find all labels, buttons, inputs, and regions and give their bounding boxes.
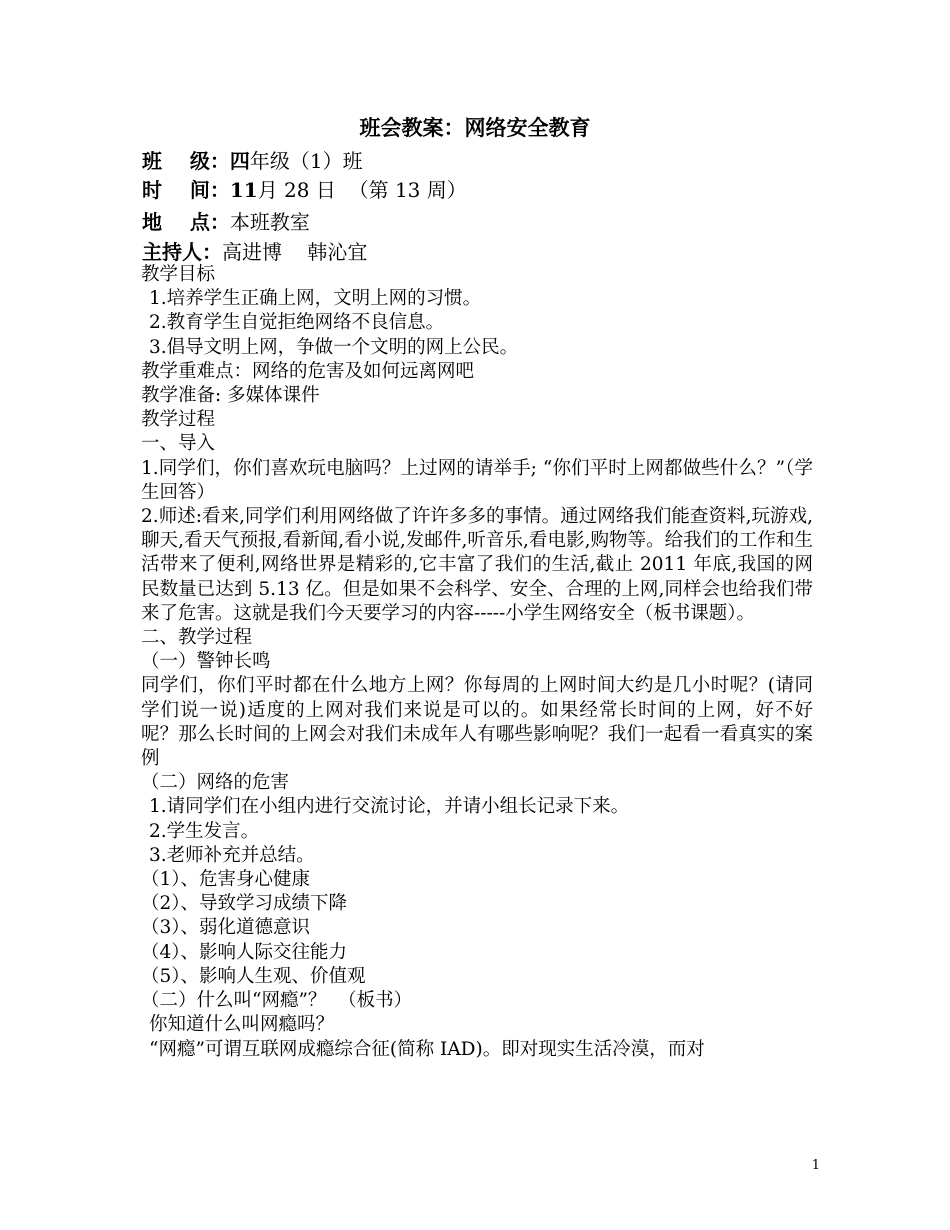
meta-class — [142, 147, 363, 175]
harm-item: （4）、影响人际交往能力 — [141, 941, 348, 963]
sub2-heading: （二）网络的危害 — [141, 772, 290, 794]
section1-paragraph-1: 1.同学们，你们喜欢玩电脑吗？上过网的请举手; “你们平时上网都做些什么？”（学生回答） — [141, 457, 813, 503]
document-body — [141, 263, 813, 1062]
meta-host — [142, 238, 367, 266]
sub2-step: 2.学生发言。 — [149, 820, 260, 842]
place-label: 地 点： — [142, 210, 230, 234]
process-heading: 教学过程 — [141, 409, 216, 431]
time-month: 11 — [229, 178, 258, 202]
harm-item: （5）、影响人生观、价值观 — [141, 965, 366, 987]
meta-time — [142, 176, 467, 204]
harm-item: （3）、弱化道德意识 — [141, 917, 311, 939]
time-label: 时 间： — [142, 178, 230, 202]
host-value: 高进博 韩沁宜 — [222, 240, 368, 264]
sub3-question: 你知道什么叫网瘾吗？ — [149, 1014, 335, 1036]
difficulty-line: 教学重难点：网络的危害及如何远离网吧 — [141, 360, 475, 382]
sub1-paragraph: 同学们，你们平时都在什么地方上网？你每周的上网时间大约是几小时呢？(请同学们说一说)适度的上网对我们来说是可以的。如果经常长时间的上网，好不好呢？那么长时间的上网会对我们未成年人有哪些影响呢？我们一起看一看真实的案例 — [141, 675, 813, 770]
objective-item: 2.教育学生自觉拒绝网络不良信息。 — [149, 312, 445, 334]
objective-item: 3.倡导文明上网，争做一个文明的网上公民。 — [149, 336, 519, 358]
preparation-line: 教学准备: 多媒体课件 — [141, 385, 320, 407]
host-label: 主持人： — [142, 240, 222, 264]
harm-item: （2）、导致学习成绩下降 — [141, 893, 348, 915]
section1-paragraph-2: 2.师述:看来,同学们利用网络做了许许多多的事情。通过网络我们能查资料,玩游戏,聊天,看天气预报,看新闻,看小说,发邮件,听音乐,看电影,购物等。给我们的工作和生活带来了便利,网络世界是精彩的,它丰富了我们的生活,截止 2011 年底,我国的网民数量已达到 5.13 亿。但是如果不会科学、安全、合理的上网,同样会也给我们带来了危害。这就是我们今天要学习的内容-----小学生网络安全（板书课题）。 — [141, 506, 813, 624]
time-value: 月 28 日 （第 13 周） — [257, 178, 467, 202]
sub2-step: 3.老师补充并总结。 — [149, 844, 315, 866]
harm-item: （1）、危害身心健康 — [141, 869, 311, 891]
objective-item: 1.培养学生正确上网，文明上网的习惯。 — [149, 288, 482, 310]
class-grade: 四 — [229, 149, 250, 173]
objectives-heading: 教学目标 — [141, 264, 216, 285]
section1-heading: 一、导入 — [141, 433, 216, 455]
page-title: 班会教案：网络安全教育 — [359, 115, 591, 140]
sub2-step: 1.请同学们在小组内进行交流讨论，并请小组长记录下来。 — [149, 796, 630, 818]
sub3-heading: （二）什么叫“网瘾”？ （板书） — [141, 990, 413, 1012]
place-value: 本班教室 — [229, 210, 310, 234]
meta-place — [142, 208, 310, 236]
page-number: 1 — [811, 1158, 820, 1173]
sub3-last-line: “网瘾”可谓互联网成瘾综合征(简称 IAD)。即对现实生活冷漠，而对 — [149, 1038, 705, 1060]
class-value: 年级（1）班 — [249, 149, 363, 173]
sub1-heading: （一）警钟长鸣 — [141, 651, 271, 673]
section2-heading: 二、教学过程 — [141, 627, 253, 649]
class-label: 班 级： — [142, 149, 230, 173]
